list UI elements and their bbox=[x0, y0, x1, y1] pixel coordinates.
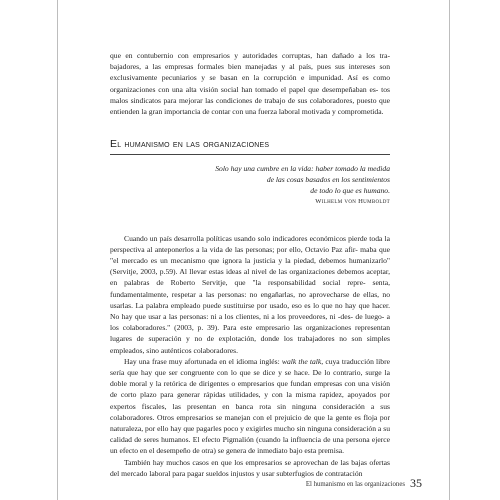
epigraph-author: Wilhelm von Humboldt bbox=[315, 197, 390, 205]
emphasis-phrase: walk the talk bbox=[281, 356, 322, 366]
epigraph-line: de todo lo que es humano. bbox=[310, 185, 390, 195]
page-frame-right bbox=[449, 0, 450, 500]
epigraph-line: de las cosas basados en los sentimientos bbox=[266, 175, 390, 185]
body-paragraph: Cuando un país desarrolla políticas usando solo indicadores económicos pierde toda la perspectiva al anteponerlos a la vida de las personas; por ello, Octavio Paz afir- maba que "el mercado es un mecanismo que ignora la justicia y la piedad, debemos humanizarlo" (Servitje, 2003, p.59). Al llevar estas ideas al nivel de las organizaciones debemos aceptar, en palabras de Roberto Servitje, que "la responsabilidad social repre- senta, fundamentalmente, respetar a las personas: no engañarlas, no aprovecharse de ellas, no usarlas. La palabra empleado puede sustituirse por usado, eso es lo que no hay que hacer. No hay que usar a las personas: ni a los clientes, ni a los proveedores, ni -des- de luego- a los colaboradores." (2003, p. 39). Para este empresario las organizaciones representan lugares de superación y no de explotación, donde los trabajadores no son simples empleados, sino auténticos colaboradores. bbox=[110, 233, 391, 355]
page-number: 35 bbox=[410, 476, 422, 490]
page-content bbox=[110, 50, 390, 479]
epigraph-line: Solo hay una cumbre en la vida: haber tomado la medida bbox=[215, 164, 390, 174]
section-heading: El humanismo en las organizaciones bbox=[110, 138, 270, 151]
body-text bbox=[110, 233, 390, 479]
intro-paragraph: que en contubernio con empresarios y autoridades corruptas, han dañado a los tra- bajadores, a las empresas formales bien manejadas y al país, pues sus intereses son exclusivamente pecuniarios y se basan en la corrupción e impunidad. Así es como organizaciones con una alta visión social han tomado el papel que desempeñaban es- tos malos sindicatos para mejorar las condiciones de trabajo de sus colaboradores, puesto que entienden la gran importancia de contar con una fuerza laboral motivada y comprometida. bbox=[110, 51, 390, 117]
epigraph bbox=[110, 164, 390, 196]
page-frame-left bbox=[57, 0, 58, 500]
body-paragraph: También hay muchos casos en que los empresarios se aprovechan de las bajas ofertas del mercado laboral para pagar sueldos injustos y usar subterfugios de contratación bbox=[110, 457, 390, 478]
running-footer: El humanismo en las organizaciones bbox=[305, 481, 405, 488]
heading-rule bbox=[110, 154, 390, 155]
body-paragraph: Hay una frase muy afortunada en el idioma inglés: walk the talk, cuya traducción libre sería que hay que ser congruente con lo que se dice y se hace. De lo contrario, surge la doble moral y la retórica de dirigentes o empresarios que fundan empresas con una visión de corto plazo para generar rápidas utilidades, y con la misma rapidez, apoyados por expertos fiscales, las presentan en banca rota sin ninguna consideración a sus colaboradores. Otros empresarios se manejan con el prejuicio de que la gente es floja por naturaleza, por ello hay que pagarles poco y exigirles mucho sin ninguna consideración a su calidad de seres humanos. El efecto Pigmalión (cuando la influencia de una persona ejerce un efecto en el desempeño de otra) se genera de inmediato bajo esta premisa. bbox=[110, 356, 390, 456]
